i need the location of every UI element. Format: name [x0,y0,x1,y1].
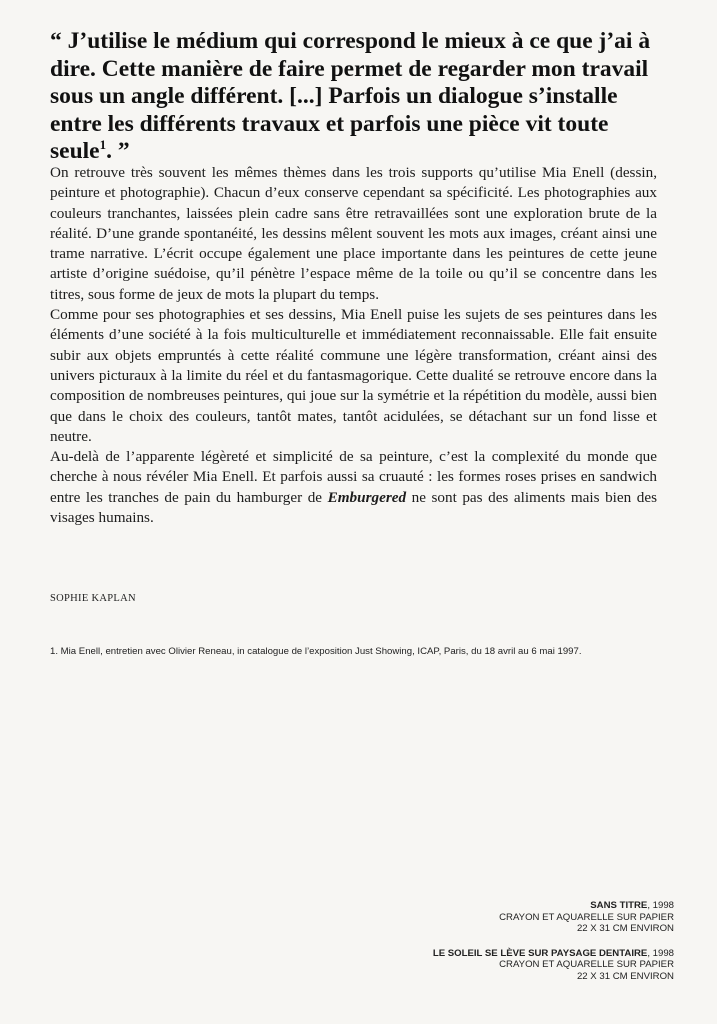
pull-quote [50,28,660,166]
caption-title-line [274,948,674,960]
artwork-title-emburgered: Emburgered [327,488,407,506]
caption-size: 22 X 31 CM ENVIRON [576,970,674,982]
caption-title: LE SOLEIL SE LÈVE SUR PAYSAGE DENTAIRE [432,947,648,959]
caption-title-line [274,900,674,912]
footnote: 1. Mia Enell, entretien avec Olivier Reneau, in catalogue de l’exposition Just Showing, ICAP, Paris, du 18 avril au 6 mai 1997. [50,646,582,657]
caption-medium: CRAYON ET AQUARELLE SUR PAPIER [499,911,674,923]
paragraph-3 [50,447,657,528]
paragraph-2: Comme pour ses photographies et ses dessins, Mia Enell puise les sujets de ses peintures dans les éléments d’une société à la fois multiculturelle et immédiatement reconnaissable. Elle fait ensuite subir aux objets empruntés à cette réalité commune une légère transformation, créant ainsi des univers picturaux à la limite du réel et du fantasmagorique. Cette dualité se retrouve encore dans la composition de nombreuses peintures, qui joue sur la symétrie et la répétition du modèle, aussi bien que dans le choix des couleurs, tantôt mates, tantôt acidulées, se détachant sur un fond lisse et neutre. [50,306,657,445]
caption-medium: CRAYON ET AQUARELLE SUR PAPIER [499,959,674,970]
paragraph-3-text-start: Au-delà de l’apparente légèreté et simplicité de sa peinture, c’est la complexité du monde que cherche à nous révéler Mia Enell. Et parfois aussi sa cruauté : les formes roses prises en sandwich entre les tranches de pain du hamburger de [50,448,657,506]
quote-text: J’utilise le médium qui correspond le mieux à ce que j’ai à dire. Cette manière de faire permet de regarder mon travail sous un angle différent. [...] Parfois un dialogue s’installe entre les différents travaux et parfois une pièce vit toute seule [50,28,651,164]
caption-item [274,900,674,935]
caption-title: SANS TITRE [590,900,648,911]
article-body [50,163,657,528]
quote-open: “ [50,28,68,54]
caption-year: , 1998 [647,900,674,911]
caption-year: , 1998 [647,947,674,959]
paragraph-3-text-end: ne sont pas des aliments mais bien des visages humains. [50,488,657,527]
caption-item [274,948,674,983]
paragraph-1: On retrouve très souvent les mêmes thèmes dans les trois supports qu’utilise Mia Enell (dessin, peinture et photographie). Chacun d’eux conserve cependant sa spécificité. Les photographies aux couleurs tranchantes, laissées plein cadre sans être retravaillées sont une exploration brute de la réalité. D’une grande spontanéité, les dessins mêlent souvent les mots aux images, créant ainsi une trame narrative. L’écrit occupe également une place importante dans les peintures de cette jeune artiste d’origine suédoise, qu’il pénètre l’espace même de la toile ou qu’il se concentre dans les titres, sous forme de jeux de mots la plupart du temps. [50,164,657,303]
footnote-reference: 1 [99,137,107,153]
artwork-captions [274,900,674,995]
quote-close: . ” [106,138,130,164]
author-signature: SOPHIE KAPLAN [50,593,136,604]
caption-size: 22 X 31 CM ENVIRON [576,923,674,934]
